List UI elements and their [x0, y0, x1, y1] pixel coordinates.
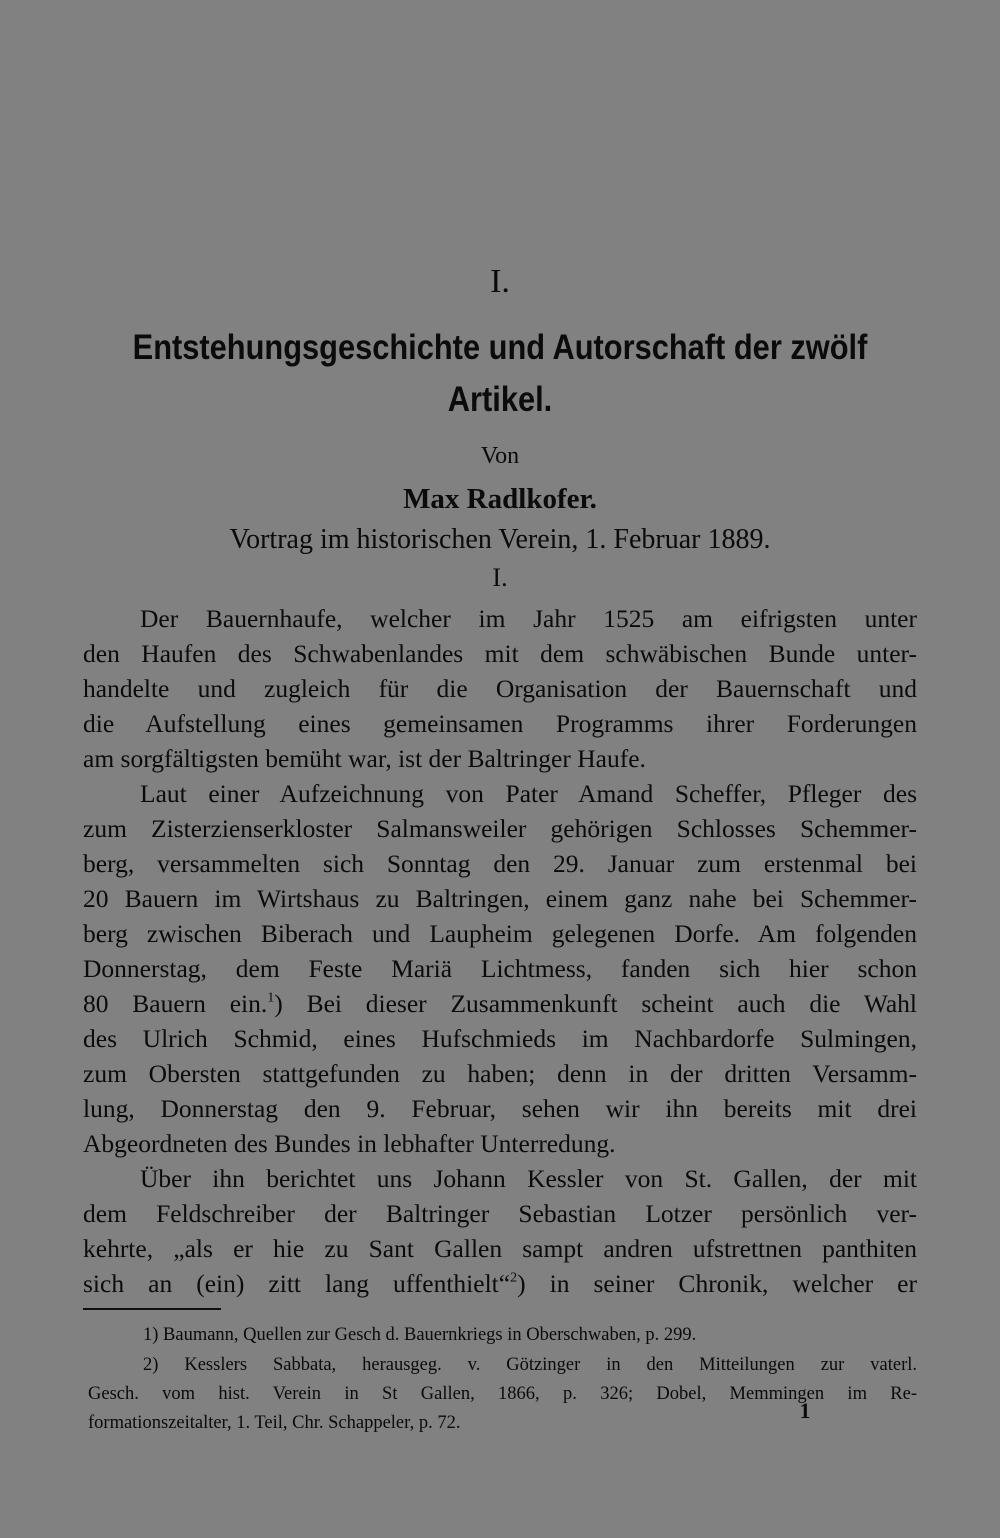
author-name: Max Radlkofer.: [403, 483, 597, 515]
body-line: Der Bauernhaufe, welcher im Jahr 1525 am eifrigsten unter: [140, 604, 917, 633]
body-line: handelte und zugleich für die Organisation der Bauernschaft und: [83, 674, 917, 703]
body-text: ) in seiner Chronik, welcher er: [517, 1269, 917, 1298]
page-number: 1: [799, 1398, 811, 1423]
body-text: ) Bei dieser Zusammenkunft scheint auch die Wahl: [274, 989, 917, 1018]
body-line-with-footnote: [83, 1267, 917, 1301]
footnote-divider: [83, 1308, 221, 1310]
footnote-line: Gesch. vom hist. Verein in St Gallen, 1866, p. 326; Dobel, Memmingen im Re-: [88, 1384, 917, 1404]
body-line: Abgeordneten des Bundes in lebhafter Unterredung.: [83, 1129, 616, 1158]
footnote-line: 1) Baumann, Quellen zur Gesch d. Bauernkriegs in Oberschwaben, p. 299.: [143, 1325, 697, 1345]
body-line: die Aufstellung eines gemeinsamen Programms ihrer Forderungen: [83, 709, 917, 738]
body-line: 20 Bauern im Wirtshaus zu Baltringen, einem ganz nahe bei Schemmer-: [83, 884, 917, 913]
article-title-line-1: Entstehungsgeschichte und Autorschaft der zwölf: [132, 328, 868, 367]
footnote-marker: 1: [267, 990, 275, 1006]
footnote-line: 2) Kesslers Sabbata, herausgeg. v. Götzinger in den Mitteilungen zur vaterl.: [143, 1355, 917, 1375]
lecture-subtitle: Vortrag im historischen Verein, 1. Februar 1889.: [229, 524, 771, 555]
body-line: Über ihn berichtet uns Johann Kessler von St. Gallen, der mit: [140, 1164, 917, 1193]
body-line: berg, versammelten sich Sonntag den 29. Januar zum erstenmal bei: [83, 849, 917, 878]
body-line: dem Feldschreiber der Baltringer Sebastian Lotzer persönlich ver-: [83, 1199, 917, 1228]
footnote-marker: 2: [510, 1270, 518, 1286]
body-text: 80 Bauern ein.: [83, 989, 268, 1018]
footnote-line: formationszeitalter, 1. Teil, Chr. Schappeler, p. 72.: [88, 1413, 461, 1433]
body-line: kehrte, „als er hie zu Sant Gallen sampt andren ufstrettnen panthiten: [83, 1234, 917, 1263]
body-line-with-footnote: [83, 987, 917, 1021]
byline-von: Von: [480, 443, 520, 469]
body-line: berg zwischen Biberach und Laupheim gelegenen Dorfe. Am folgenden: [83, 919, 917, 948]
article-title-line-2: Artikel.: [447, 380, 553, 419]
subsection-numeral: I.: [492, 563, 508, 592]
body-line: Laut einer Aufzeichnung von Pater Amand Scheffer, Pfleger des: [140, 779, 917, 808]
body-line: zum Zisterzienserkloster Salmansweiler gehörigen Schlosses Schemmer-: [83, 814, 917, 843]
section-numeral: I.: [490, 263, 510, 300]
body-line: lung, Donnerstag den 9. Februar, sehen wir ihn bereits mit drei: [83, 1094, 917, 1123]
body-line: zum Obersten stattgefunden zu haben; denn in der dritten Versamm-: [83, 1059, 917, 1088]
body-line: am sorgfältigsten bemüht war, ist der Baltringer Haufe.: [83, 744, 646, 773]
body-line: den Haufen des Schwabenlandes mit dem schwäbischen Bunde unter-: [83, 639, 917, 668]
body-text: sich an (ein) zitt lang uffenthielt“: [83, 1269, 511, 1298]
body-line: Donnerstag, dem Feste Mariä Lichtmess, fanden sich hier schon: [83, 954, 917, 983]
body-line: des Ulrich Schmid, eines Hufschmieds im Nachbardorfe Sulmingen,: [83, 1024, 917, 1053]
